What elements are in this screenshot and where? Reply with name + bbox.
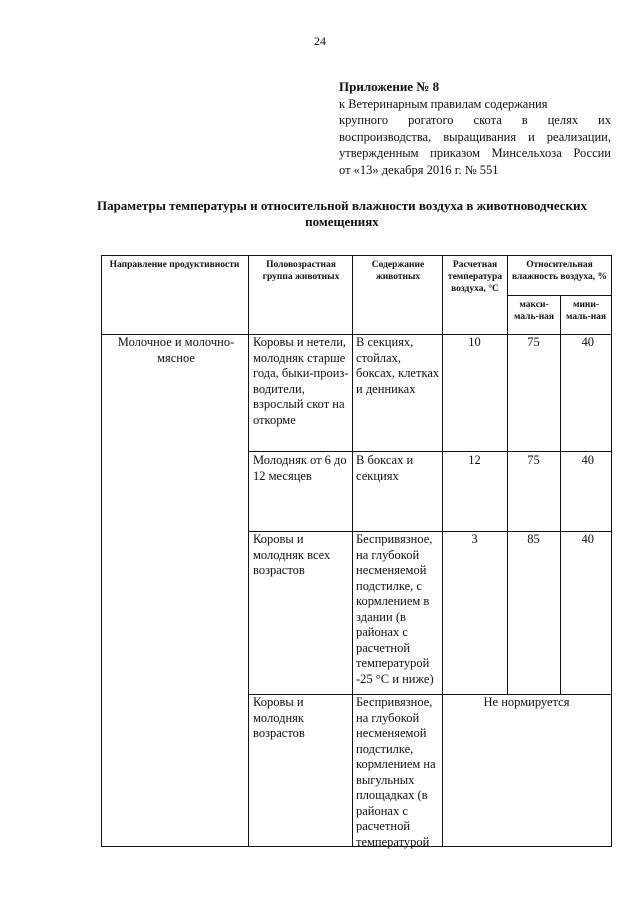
row-2-temperature: 12	[468, 453, 481, 467]
table-border-left	[101, 255, 102, 847]
column-divider	[507, 255, 508, 694]
appendix-line-2: крупного рогатого скота в целях их	[339, 113, 611, 127]
parameters-table	[101, 255, 612, 847]
row-1-temperature: 10	[468, 335, 481, 349]
column-divider	[352, 255, 353, 847]
row-2-humidity-max: 75	[527, 453, 540, 467]
row-divider	[248, 451, 612, 452]
table-border-right	[611, 255, 612, 847]
row-3-humidity-min-value: 40	[581, 532, 594, 546]
appendix-title: Приложение № 8	[339, 79, 440, 94]
appendix-block	[339, 79, 611, 178]
row-3-temperature: 3	[471, 532, 478, 546]
column-divider	[560, 295, 561, 694]
page-number: 24	[314, 34, 326, 48]
direction-value: Молочное и молочно-мясное	[117, 335, 235, 365]
row-1-humidity-min-value: 40	[581, 335, 594, 349]
row-1-humidity-min	[560, 335, 611, 350]
header-temperature: Расчетная температура воздуха, °С	[447, 260, 503, 294]
header-humidity-min: мини-маль-ная	[565, 300, 607, 322]
row-1-humidity-max: 75	[527, 335, 540, 349]
header-humidity-max: макси-маль-ная	[513, 300, 555, 322]
appendix-line-4: утвержденным приказом Минсельхоза России	[339, 146, 611, 160]
row-2-humidity-min-value: 40	[581, 453, 594, 467]
row-3-group: Коровы и молодняк всех возрастов	[253, 532, 331, 577]
row-2-keeping: В боксах и секциях	[356, 453, 414, 483]
row-2-humidity-min	[560, 453, 611, 468]
header-direction: Направление продуктивности	[109, 260, 240, 270]
header-humidity: Относительная влажность воздуха, %	[511, 260, 608, 282]
row-3-humidity-min	[560, 532, 611, 547]
heading-line-1: Параметры температуры и относительной влажности воздуха в животноводческих	[96, 198, 588, 213]
table-border-top	[101, 255, 612, 256]
row-3-humidity-max: 85	[527, 532, 540, 546]
header-keeping: Содержание животных	[371, 260, 425, 282]
appendix-line-5: от «13» декабря 2016 г. № 551	[339, 162, 499, 177]
row-divider	[507, 295, 612, 296]
row-3-keeping: Беспривязное, на глубокой несменяемой подстилке, с кормлением в здании (в районах с расчетной температурой -25 °С и ниже)	[356, 532, 434, 686]
header-group: Половозрастная группа животных	[262, 260, 340, 282]
row-4-group: Коровы и молодняк возрастов	[253, 695, 305, 740]
appendix-line-1: к Ветеринарным правилам содержания	[339, 96, 548, 111]
appendix-line-3: воспроизводства, выращивания и реализации,	[339, 129, 611, 144]
heading-line-2: помещениях	[305, 214, 379, 229]
table-heading	[92, 198, 592, 230]
row-4-not-regulated: Не нормируется	[483, 695, 570, 709]
column-divider	[248, 255, 249, 847]
row-2-group: Молодняк от 6 до 12 месяцев	[253, 453, 347, 483]
row-4-keeping: Беспривязное, на глубокой несменяемой подстилке, кормлением на выгульных площадках (в районах с расчетной температурой	[356, 695, 436, 849]
row-1-keeping: В секциях, стойлах, боксах, клетках и денниках	[356, 335, 440, 396]
row-1-group: Коровы и нетели, молодняк старше года, быки-произ- водители, взрослый скот на откорме	[253, 335, 349, 427]
